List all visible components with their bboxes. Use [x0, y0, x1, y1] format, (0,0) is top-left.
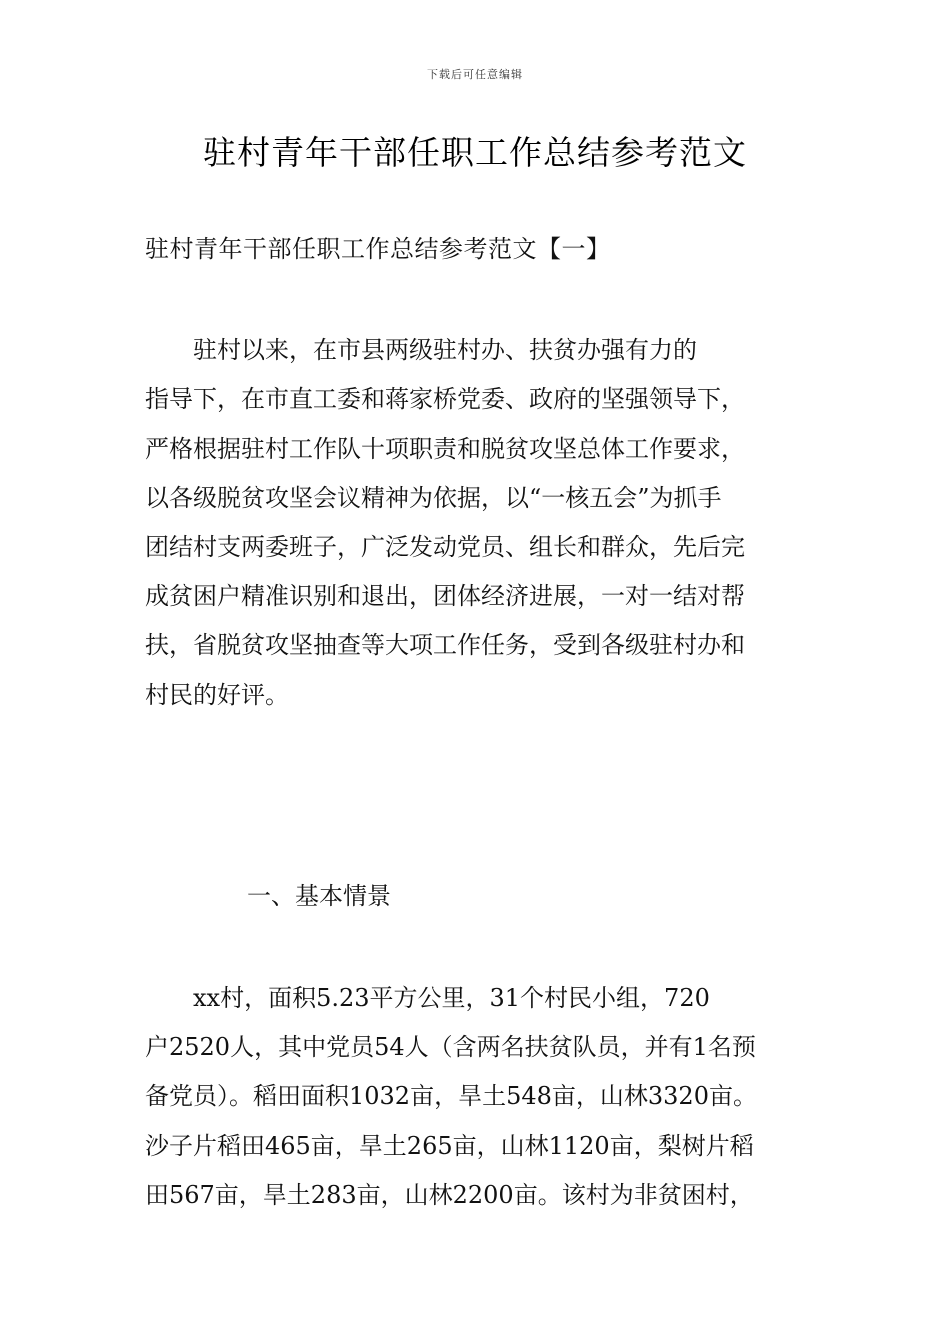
paragraph-line: 扶，省脱贫攻坚抽查等大项工作任务，受到各级驻村办和	[145, 631, 745, 659]
paragraph-line: 团结村支两委班子，广泛发动党员、组长和群众，先后完	[145, 533, 745, 561]
paragraph-line: 严格根据驻村工作队十项职责和脱贫攻坚总体工作要求，	[145, 435, 745, 463]
paragraph-line: 田567亩，旱土283亩，山林2200亩。该村为非贫困村，	[145, 1181, 754, 1209]
paragraph-line: 指导下，在市直工委和蒋家桥党委、政府的坚强领导下，	[145, 385, 745, 413]
paragraph-line: 备党员）。稻田面积1032亩，旱土548亩，山林3320亩。	[145, 1082, 757, 1110]
section-subtitle: 驻村青年干部任职工作总结参考范文【一】	[145, 235, 611, 263]
paragraph-line: 驻村以来，在市县两级驻村办、扶贫办强有力的	[145, 336, 697, 364]
section-heading: 一、基本情景	[247, 882, 391, 910]
header-note: 下载后可任意编辑	[427, 68, 523, 81]
paragraph-line: xx村，面积5.23平方公里，31个村民小组，720	[145, 984, 710, 1012]
paragraph-line: 以各级脱贫攻坚会议精神为依据，以“一核五会”为抓手	[145, 484, 722, 512]
paragraph-line: 村民的好评。	[145, 681, 289, 709]
document-title: 驻村青年干部任职工作总结参考范文	[203, 133, 747, 172]
paragraph-line: 沙子片稻田465亩，旱土265亩，山林1120亩，梨树片稻	[145, 1132, 754, 1160]
paragraph-line: 成贫困户精准识别和退出，团体经济进展，一对一结对帮	[145, 582, 745, 610]
paragraph-line: 户2520人，其中党员54人（含两名扶贫队员，并有1名预	[145, 1033, 756, 1061]
